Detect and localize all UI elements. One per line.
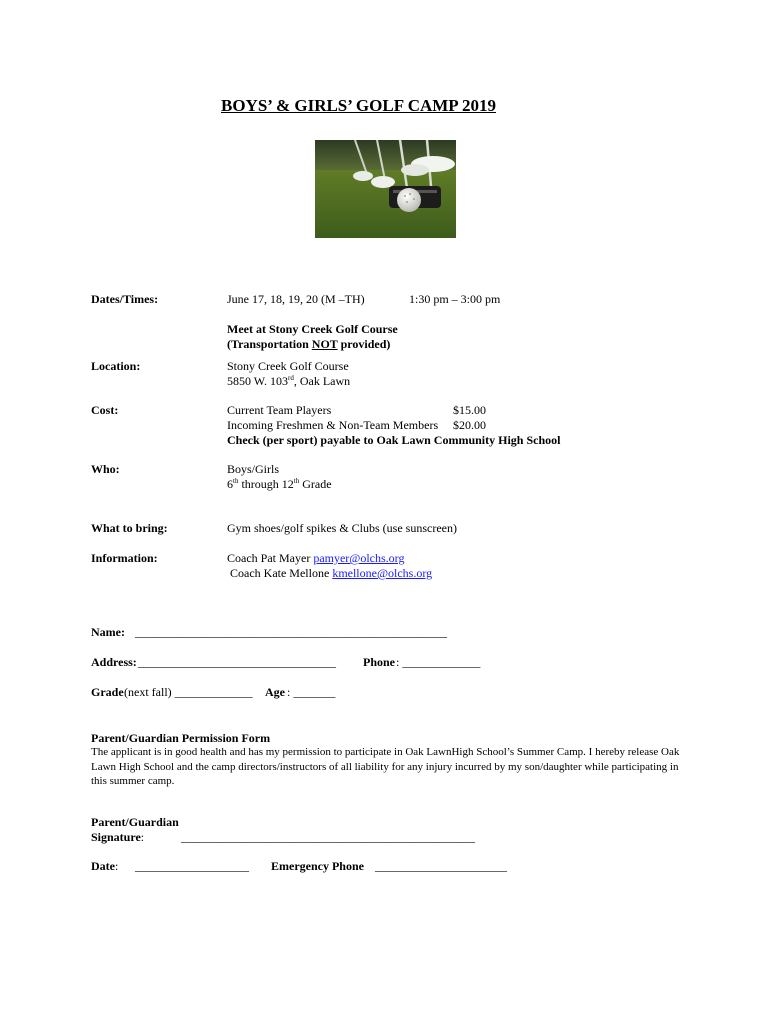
dates-time: 1:30 pm – 3:00 pm bbox=[409, 292, 501, 306]
meet-location: Meet at Stony Creek Golf Course bbox=[227, 322, 398, 336]
who-grades: 6th through 12th Grade bbox=[227, 477, 332, 491]
address-label: Address: bbox=[91, 655, 137, 669]
age-label: Age bbox=[265, 685, 285, 699]
page-title: BOYS’ & GIRLS’ GOLF CAMP 2019 bbox=[221, 96, 496, 115]
grade-label: Grade bbox=[91, 685, 124, 699]
info-label: Information: bbox=[91, 551, 158, 565]
permission-heading: Parent/Guardian Permission Form bbox=[91, 731, 271, 745]
age-field[interactable]: : _______ bbox=[287, 685, 336, 699]
cost-team: Current Team Players bbox=[227, 403, 332, 417]
coach-1: Coach Pat Mayer pamyer@olchs.org bbox=[227, 551, 405, 565]
cost-team-price: $15.00 bbox=[453, 403, 486, 417]
location-name: Stony Creek Golf Course bbox=[227, 359, 349, 373]
location-label: Location: bbox=[91, 359, 141, 373]
date-field[interactable]: ___________________ bbox=[135, 859, 249, 873]
cost-incoming-price: $20.00 bbox=[453, 418, 486, 432]
signature-label-line1: Parent/Guardian bbox=[91, 815, 179, 829]
email-link-2[interactable]: kmellone@olchs.org bbox=[332, 566, 433, 580]
signature-field[interactable]: _________________________________________________ bbox=[181, 830, 475, 844]
bring-label: What to bring: bbox=[91, 521, 168, 535]
name-field[interactable]: ____________________________________________________ bbox=[135, 625, 447, 639]
phone-label: Phone bbox=[363, 655, 396, 669]
who-label: Who: bbox=[91, 462, 120, 476]
name-label: Name: bbox=[91, 625, 125, 639]
email-link-1[interactable]: pamyer@olchs.org bbox=[313, 551, 405, 565]
emergency-phone-field[interactable]: ______________________ bbox=[375, 859, 507, 873]
date-label: Date: bbox=[91, 859, 119, 873]
signature-label-line2: Signature: bbox=[91, 830, 145, 844]
golf-ball-putter-photo bbox=[315, 140, 456, 238]
permission-text: The applicant is in good health and has my permission to participate in Oak LawnHigh School’s Summer Camp. I hereby release Oak Lawn High School and the camp directors/instructors of all liability for any injury incurred by my son/daughter while participating in this summer camp. bbox=[91, 746, 680, 787]
cost-label: Cost: bbox=[91, 403, 119, 417]
coach-2: Coach Kate Mellone kmellone@olchs.org bbox=[230, 566, 433, 580]
cost-incoming: Incoming Freshmen & Non-Team Members bbox=[227, 418, 439, 432]
emergency-phone-label: Emergency Phone bbox=[271, 859, 364, 873]
dates-label: Dates/Times: bbox=[91, 292, 159, 306]
who-groups: Boys/Girls bbox=[227, 462, 280, 476]
transportation-note: (Transportation NOT provided) bbox=[227, 337, 391, 351]
bring-value: Gym shoes/golf spikes & Clubs (use sunscreen) bbox=[227, 521, 457, 535]
dates-days: June 17, 18, 19, 20 (M –TH) bbox=[227, 292, 365, 306]
grade-field[interactable]: (next fall) _____________ bbox=[124, 685, 253, 699]
cost-check-note: Check (per sport) payable to Oak Lawn Community High School bbox=[227, 433, 561, 447]
location-address: 5850 W. 103rd, Oak Lawn bbox=[227, 374, 351, 388]
address-field[interactable]: _________________________________ bbox=[138, 655, 336, 669]
phone-field[interactable]: : _____________ bbox=[396, 655, 481, 669]
